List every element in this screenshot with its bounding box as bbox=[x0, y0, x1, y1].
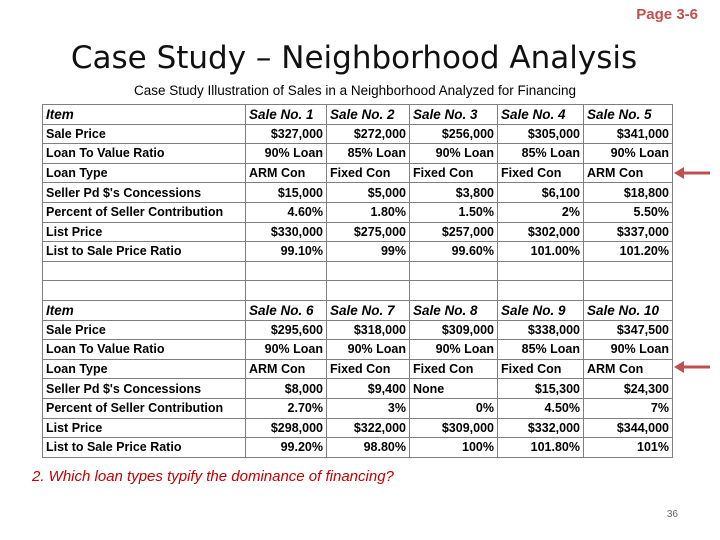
table-cell: $272,000 bbox=[327, 124, 410, 144]
table-cell: 90% Loan bbox=[410, 144, 498, 164]
question-text: 2. Which loan types typify the dominance of financing? bbox=[32, 468, 394, 485]
column-header-item: Item bbox=[43, 105, 246, 125]
empty-cell bbox=[410, 281, 498, 301]
empty-cell bbox=[246, 281, 327, 301]
table-cell: Fixed Con bbox=[327, 163, 410, 183]
table-cell: $322,000 bbox=[327, 418, 410, 438]
empty-cell bbox=[327, 261, 410, 281]
table-cell: $24,300 bbox=[584, 379, 673, 399]
table-row bbox=[43, 418, 673, 438]
table-cell: 1.50% bbox=[410, 202, 498, 222]
column-header-sale: Sale No. 9 bbox=[498, 300, 584, 320]
empty-cell bbox=[498, 261, 584, 281]
table-cell: $18,800 bbox=[584, 183, 673, 203]
table-cell: ARM Con bbox=[246, 163, 327, 183]
table-cell: $309,000 bbox=[410, 320, 498, 340]
column-header-sale: Sale No. 1 bbox=[246, 105, 327, 125]
empty-cell bbox=[43, 261, 246, 281]
column-header-sale: Sale No. 7 bbox=[327, 300, 410, 320]
slide-title: Case Study – Neighborhood Analysis bbox=[70, 40, 638, 76]
row-label: Sale Price bbox=[43, 124, 246, 144]
table-cell: $338,000 bbox=[498, 320, 584, 340]
table-cell: $275,000 bbox=[327, 222, 410, 242]
table-cell: 101% bbox=[584, 438, 673, 458]
table-cell: $318,000 bbox=[327, 320, 410, 340]
table-cell: $256,000 bbox=[410, 124, 498, 144]
table-cell: $9,400 bbox=[327, 379, 410, 399]
table-cell: $8,000 bbox=[246, 379, 327, 399]
empty-cell bbox=[43, 281, 246, 301]
table-cell: $309,000 bbox=[410, 418, 498, 438]
table-row bbox=[43, 379, 673, 399]
table-cell: 90% Loan bbox=[246, 144, 327, 164]
table-cell: 99.10% bbox=[246, 242, 327, 262]
column-header-sale: Sale No. 2 bbox=[327, 105, 410, 125]
sales-table bbox=[42, 104, 673, 458]
row-label: Loan To Value Ratio bbox=[43, 144, 246, 164]
table-cell: 85% Loan bbox=[327, 144, 410, 164]
table-cell: 3% bbox=[327, 398, 410, 418]
table-cell: $344,000 bbox=[584, 418, 673, 438]
row-label: Loan To Value Ratio bbox=[43, 340, 246, 360]
table-cell: 99.60% bbox=[410, 242, 498, 262]
column-header-sale: Sale No. 3 bbox=[410, 105, 498, 125]
empty-cell bbox=[584, 281, 673, 301]
arrow-left-icon bbox=[674, 167, 710, 179]
table-cell: 2.70% bbox=[246, 398, 327, 418]
table-cell: 2% bbox=[498, 202, 584, 222]
table-cell: $5,000 bbox=[327, 183, 410, 203]
table-cell: $327,000 bbox=[246, 124, 327, 144]
table-cell: Fixed Con bbox=[327, 359, 410, 379]
table-row bbox=[43, 359, 673, 379]
column-header-sale: Sale No. 10 bbox=[584, 300, 673, 320]
table-cell: $302,000 bbox=[498, 222, 584, 242]
row-label: Loan Type bbox=[43, 163, 246, 183]
table-header-row bbox=[43, 300, 673, 320]
empty-cell bbox=[246, 261, 327, 281]
column-header-sale: Sale No. 4 bbox=[498, 105, 584, 125]
table-cell: $295,600 bbox=[246, 320, 327, 340]
blank-row bbox=[43, 281, 673, 301]
table-cell: 1.80% bbox=[327, 202, 410, 222]
table-row bbox=[43, 163, 673, 183]
table-row bbox=[43, 183, 673, 203]
table-cell: 90% Loan bbox=[246, 340, 327, 360]
table-cell: 101.20% bbox=[584, 242, 673, 262]
table-cell: ARM Con bbox=[246, 359, 327, 379]
table-cell: ARM Con bbox=[584, 359, 673, 379]
empty-cell bbox=[584, 261, 673, 281]
table-cell: $332,000 bbox=[498, 418, 584, 438]
table-cell: 101.80% bbox=[498, 438, 584, 458]
row-label: List Price bbox=[43, 222, 246, 242]
table-cell: 101.00% bbox=[498, 242, 584, 262]
row-label: Loan Type bbox=[43, 359, 246, 379]
row-label: List to Sale Price Ratio bbox=[43, 242, 246, 262]
column-header-item: Item bbox=[43, 300, 246, 320]
table-cell: 100% bbox=[410, 438, 498, 458]
table-row bbox=[43, 202, 673, 222]
table-cell: 90% Loan bbox=[584, 144, 673, 164]
table-cell: 5.50% bbox=[584, 202, 673, 222]
row-label: List to Sale Price Ratio bbox=[43, 438, 246, 458]
empty-cell bbox=[410, 261, 498, 281]
table-cell: 90% Loan bbox=[584, 340, 673, 360]
row-label: Percent of Seller Contribution bbox=[43, 202, 246, 222]
blank-row bbox=[43, 261, 673, 281]
table-cell: $305,000 bbox=[498, 124, 584, 144]
column-header-sale: Sale No. 8 bbox=[410, 300, 498, 320]
table-row bbox=[43, 340, 673, 360]
empty-cell bbox=[327, 281, 410, 301]
table-cell: 7% bbox=[584, 398, 673, 418]
table-cell: 90% Loan bbox=[410, 340, 498, 360]
arrow-left-icon bbox=[674, 361, 710, 373]
table-cell: $257,000 bbox=[410, 222, 498, 242]
column-header-sale: Sale No. 5 bbox=[584, 105, 673, 125]
table-cell: $341,000 bbox=[584, 124, 673, 144]
empty-cell bbox=[498, 281, 584, 301]
table-cell: 99% bbox=[327, 242, 410, 262]
table-cell: $15,000 bbox=[246, 183, 327, 203]
table-cell: 4.50% bbox=[498, 398, 584, 418]
table-row bbox=[43, 124, 673, 144]
table-cell: Fixed Con bbox=[410, 163, 498, 183]
table-cell: Fixed Con bbox=[498, 163, 584, 183]
table-cell: 90% Loan bbox=[327, 340, 410, 360]
row-label: List Price bbox=[43, 418, 246, 438]
table-cell: $337,000 bbox=[584, 222, 673, 242]
table-cell: $298,000 bbox=[246, 418, 327, 438]
table-cell: ARM Con bbox=[584, 163, 673, 183]
table-cell: 85% Loan bbox=[498, 144, 584, 164]
row-label: Seller Pd $'s Concessions bbox=[43, 379, 246, 399]
row-label: Seller Pd $'s Concessions bbox=[43, 183, 246, 203]
table-cell: $6,100 bbox=[498, 183, 584, 203]
table-cell: 98.80% bbox=[327, 438, 410, 458]
table-cell: 0% bbox=[410, 398, 498, 418]
table-row bbox=[43, 438, 673, 458]
table-header-row bbox=[43, 105, 673, 125]
table-cell: Fixed Con bbox=[498, 359, 584, 379]
page-tag: Page 3-6 bbox=[636, 6, 698, 23]
table-cell: None bbox=[410, 379, 498, 399]
table-cell: 4.60% bbox=[246, 202, 327, 222]
slide-subtitle: Case Study Illustration of Sales in a Neighborhood Analyzed for Financing bbox=[133, 83, 576, 98]
table-cell: 99.20% bbox=[246, 438, 327, 458]
row-label: Percent of Seller Contribution bbox=[43, 398, 246, 418]
table-row bbox=[43, 242, 673, 262]
table-row bbox=[43, 320, 673, 340]
page-number: 36 bbox=[666, 509, 678, 520]
table-row bbox=[43, 398, 673, 418]
table-cell: Fixed Con bbox=[410, 359, 498, 379]
table-cell: $15,300 bbox=[498, 379, 584, 399]
table-cell: 85% Loan bbox=[498, 340, 584, 360]
table-cell: $347,500 bbox=[584, 320, 673, 340]
table-cell: $3,800 bbox=[410, 183, 498, 203]
column-header-sale: Sale No. 6 bbox=[246, 300, 327, 320]
table-row bbox=[43, 222, 673, 242]
table-cell: $330,000 bbox=[246, 222, 327, 242]
table-row bbox=[43, 144, 673, 164]
row-label: Sale Price bbox=[43, 320, 246, 340]
